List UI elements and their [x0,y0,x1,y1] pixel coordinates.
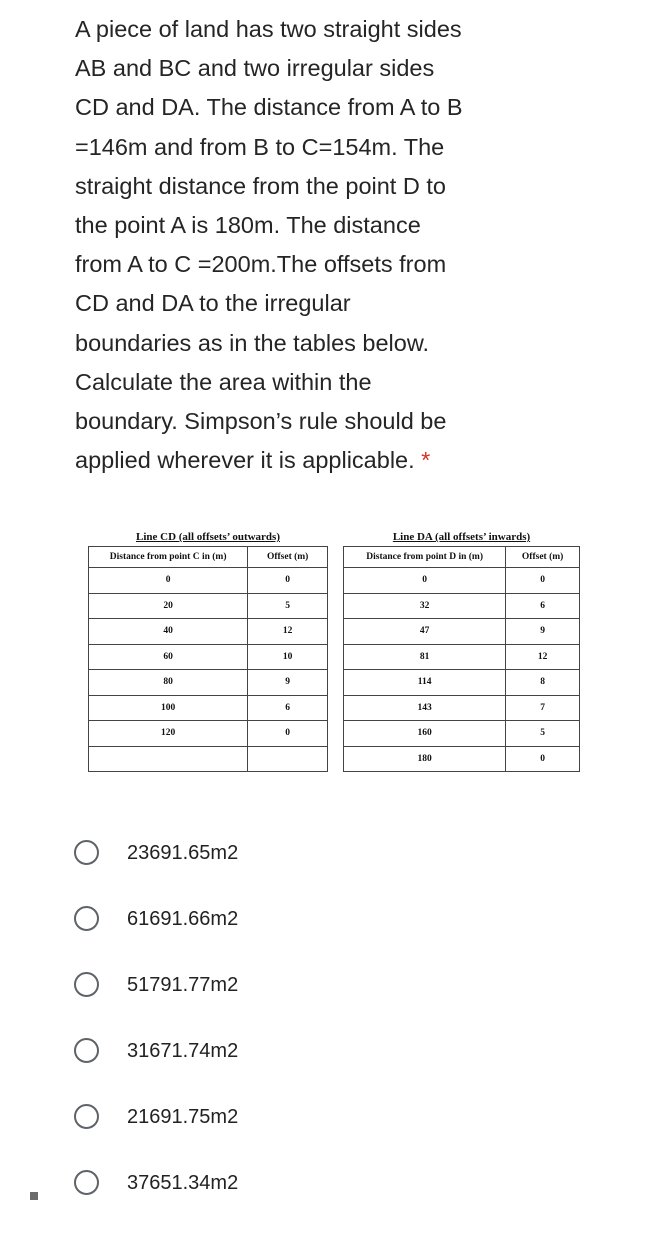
cell-distance: 114 [344,670,506,696]
cell-offset: 12 [248,619,328,645]
cell-offset: 0 [248,721,328,747]
table-title: Line CD (all offsets’ outwards) [135,531,280,543]
cell-offset: 12 [506,644,580,670]
cell-distance: 0 [89,568,248,594]
table-row [344,568,580,594]
cell-offset: 9 [248,670,328,696]
table-row [344,670,580,696]
question-text [75,10,535,480]
table-line-cd [88,528,328,772]
option-label[interactable]: 37651.34m2 [127,1172,239,1194]
cell-offset: 0 [506,568,580,594]
table-row [344,619,580,645]
table-body-cd [89,568,328,772]
table-row [344,644,580,670]
table-row [344,695,580,721]
question-line: straight distance from the point D to [75,172,446,199]
question-line: boundary. Simpson’s rule should be [75,408,447,435]
table-row [89,619,328,645]
question-line: =146m and from B to C=154m. The [75,133,445,160]
cell-distance: 47 [344,619,506,645]
cell-offset: 6 [248,695,328,721]
cell-distance: 120 [89,721,248,747]
cell-distance: 80 [89,670,248,696]
cell-offset: 5 [506,721,580,747]
cell-distance: 20 [89,593,248,619]
column-header-offset: Offset (m) [506,547,580,568]
table-line-da [343,528,580,772]
question-line: CD and DA. The distance from A to B [75,94,463,121]
cell-distance: 60 [89,644,248,670]
cell-distance: 180 [344,746,506,772]
cell-distance: 160 [344,721,506,747]
radio-button[interactable] [74,1170,99,1195]
table-row [89,593,328,619]
option-label[interactable]: 21691.75m2 [127,1106,239,1128]
option-label[interactable]: 31671.74m2 [127,1040,239,1062]
question-line: CD and DA to the irregular [75,290,351,317]
cell-distance: 143 [344,695,506,721]
table-row [344,593,580,619]
table-title: Line DA (all offsets’ inwards) [392,531,531,543]
table-row [89,568,328,594]
table-row [89,746,328,772]
table-row [89,670,328,696]
cell-offset: 6 [506,593,580,619]
cell-offset: 7 [506,695,580,721]
table-row [344,721,580,747]
radio-button[interactable] [74,1104,99,1129]
question-line: A piece of land has two straight sides [75,16,462,42]
cell-distance: 32 [344,593,506,619]
cell-distance: 40 [89,619,248,645]
table-body-da [344,568,580,772]
question-line: AB and BC and two irregular sides [75,55,435,82]
column-header-offset: Offset (m) [248,547,328,568]
radio-button[interactable] [74,1038,99,1063]
cell-offset: 5 [248,593,328,619]
radio-button[interactable] [74,972,99,997]
question-line: from A to C =200m.The offsets from [75,251,447,278]
cell-offset: 10 [248,644,328,670]
cell-offset: 0 [506,746,580,772]
table-row [344,746,580,772]
cell-distance: 0 [344,568,506,594]
question-line: Calculate the area within the [75,368,372,395]
required-asterisk: * [421,447,431,474]
table-row [89,644,328,670]
table-row [89,721,328,747]
cell-offset: 9 [506,619,580,645]
question-line: the point A is 180m. The distance [75,212,421,239]
option-label[interactable]: 61691.66m2 [127,908,239,930]
table-row [89,695,328,721]
option-label[interactable]: 23691.65m2 [127,842,239,864]
option-label[interactable]: 51791.77m2 [127,974,239,996]
cell-offset: 8 [506,670,580,696]
column-header-distance: Distance from point C in (m) [89,547,248,568]
question-line: boundaries as in the tables below. [75,329,430,356]
column-header-distance: Distance from point D in (m) [344,547,506,568]
cell-distance: 81 [344,644,506,670]
cell-offset: 0 [248,568,328,594]
cell-distance: 100 [89,695,248,721]
question-line-last [75,441,535,480]
radio-button[interactable] [74,906,99,931]
question-line: applied wherever it is applicable. [75,447,415,474]
radio-button[interactable] [74,840,99,865]
edge-artifact [30,1192,38,1200]
cell-distance [89,746,248,772]
cell-offset [248,746,328,772]
